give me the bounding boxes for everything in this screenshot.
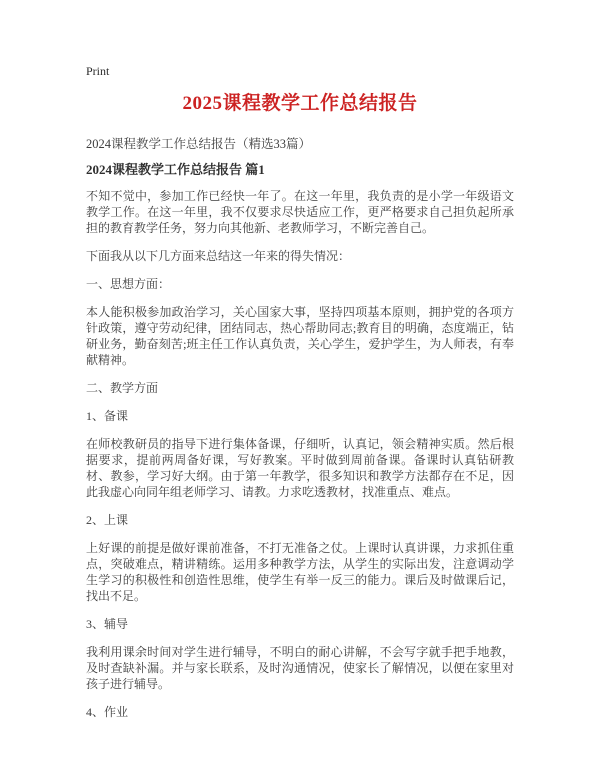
subheading-tutoring: 3、辅导: [86, 617, 129, 631]
subheading-class: 2、上课: [86, 513, 129, 527]
paragraph-ideology: 本人能积极参加政治学习，关心国家大事，坚持四项基本原则，拥护党的各项方针政策，遵守劳动纪律，团结同志，热心帮助同志;教育目的明确，态度端正，钻研业务，勤奋刻苦;班主任工作认真负责，关心学生，爱护学生，为人师表，有奉献精神。: [86, 305, 514, 367]
subheading-homework: 4、作业: [86, 705, 129, 719]
section-heading-teaching: 二、教学方面: [86, 381, 159, 395]
print-link[interactable]: Print: [86, 64, 110, 78]
page-title: 2025课程教学工作总结报告: [182, 93, 418, 114]
paragraph-class: 上好课的前提是做好课前准备，不打无准备之仗。上课时认真讲课，力求抓住重点，突破难点，精讲精练。运用多种教学方法，从学生的实际出发，注意调动学生学习的积极性和创造性思维，使学生有举一反三的能力。课后及时做课后记，找出不足。: [86, 541, 514, 603]
paragraph-lesson-prep: 在师校教研员的指导下进行集体备课，仔细听，认真记，领会精神实质。然后根据要求，提前两周备好课，写好教案。平时做到周前备课。备课时认真钻研教材、教参，学习好大纲。由于第一年教学，很多知识和教学方法都存在不足，因此我虚心向同年组老师学习、请教。力求吃透教材，找准重点、难点。: [86, 437, 514, 499]
subheading-lesson-prep: 1、备课: [86, 409, 129, 423]
section-heading-ideology: 一、思想方面：: [86, 277, 171, 291]
overview-line: 下面我从以下几方面来总结这一年来的得失情况：: [86, 249, 351, 263]
collection-subtitle: 2024课程教学工作总结报告（精选33篇）: [86, 137, 312, 151]
paragraph-tutoring: 我利用课余时间对学生进行辅导，不明白的耐心讲解，不会写字就手把手地教，及时查缺补漏。并与家长联系，及时沟通情况，使家长了解情况，以便在家里对孩子进行辅导。: [86, 645, 514, 691]
intro-paragraph: 不知不觉中，参加工作已经快一年了。在这一年里，我负责的是小学一年级语文教学工作。在这一年里，我不仅要求尽快适应工作，更严格要求自己担负起所承担的教育教学任务，努力向其他新、老教师学习，不断完善自己。: [86, 189, 514, 235]
article-heading: 2024课程教学工作总结报告 篇1: [86, 162, 265, 177]
